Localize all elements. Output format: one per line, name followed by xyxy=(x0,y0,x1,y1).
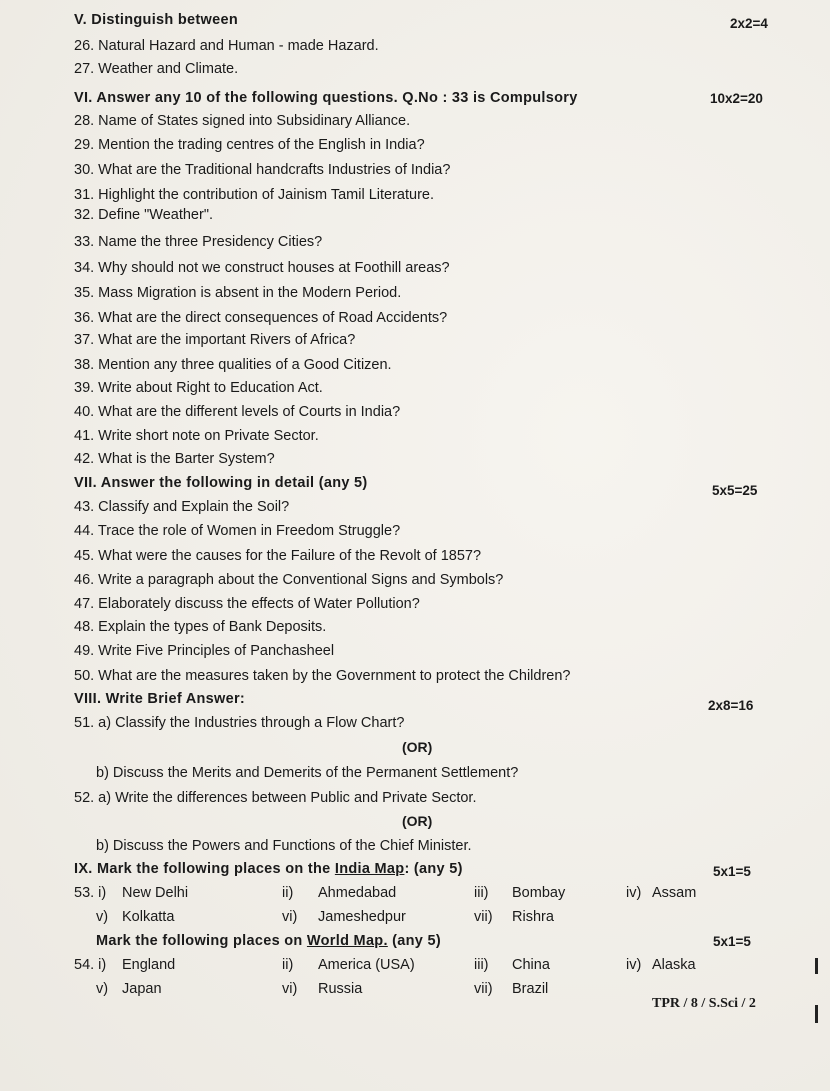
title-text: (any 5) xyxy=(387,933,441,949)
place-number: 54. i) xyxy=(74,957,107,973)
scan-edge-mark xyxy=(815,1005,818,1023)
question-51b: b) Discuss the Merits and Demerits of the Permanent Settlement? xyxy=(96,765,519,781)
question: 29. Mention the trading centres of the English in India? xyxy=(74,137,425,153)
section-6-marks: 10x2=20 xyxy=(710,91,763,106)
place-number: ii) xyxy=(282,957,294,973)
question: 42. What is the Barter System? xyxy=(74,451,275,467)
place-name: Japan xyxy=(122,981,162,997)
place-name: China xyxy=(512,957,550,973)
question: 31. Highlight the contribution of Jainism Tamil Literature. xyxy=(74,187,435,203)
world-map-title xyxy=(96,932,441,950)
place-name: Jameshedpur xyxy=(318,909,406,925)
question: 30. What are the Traditional handcrafts Industries of India? xyxy=(74,162,451,178)
section-6-title: VI. Answer any 10 of the following questions. Q.No : 33 is Compulsory xyxy=(74,90,578,106)
question: 38. Mention any three qualities of a Good Citizen. xyxy=(74,357,392,373)
place-number: iv) xyxy=(626,957,642,973)
or-label: (OR) xyxy=(402,813,433,829)
place-number: 53. i) xyxy=(74,885,107,901)
paper-code: TPR / 8 / S.Sci / 2 xyxy=(652,996,756,1011)
section-5-marks: 2x2=4 xyxy=(730,16,768,31)
title-text: : (any 5) xyxy=(404,861,463,877)
question: 35. Mass Migration is absent in the Modern Period. xyxy=(74,285,402,301)
title-text: Mark the following places on xyxy=(96,933,307,949)
section-5-title: V. Distinguish between xyxy=(74,12,238,28)
question: 49. Write Five Principles of Panchasheel xyxy=(74,643,335,659)
section-8-marks: 2x8=16 xyxy=(708,698,754,713)
question: 50. What are the measures taken by the Government to protect the Children? xyxy=(74,668,571,684)
place-name: Assam xyxy=(652,885,697,901)
place-name: Ahmedabad xyxy=(318,885,397,901)
place-number: vii) xyxy=(474,981,493,997)
question-52b: b) Discuss the Powers and Functions of the Chief Minister. xyxy=(96,838,472,854)
place-name: Kolkatta xyxy=(122,909,175,925)
place-number: vi) xyxy=(282,909,298,925)
question: 28. Name of States signed into Subsidinary Alliance. xyxy=(74,113,411,129)
place-name: England xyxy=(122,957,176,973)
place-number: v) xyxy=(96,909,109,925)
place-name: America (USA) xyxy=(318,957,415,973)
place-number: ii) xyxy=(282,885,294,901)
place-name: Rishra xyxy=(512,909,554,925)
place-number: vii) xyxy=(474,909,493,925)
question: 48. Explain the types of Bank Deposits. xyxy=(74,619,327,635)
question: 47. Elaborately discuss the effects of Water Pollution? xyxy=(74,596,420,612)
place-number: iii) xyxy=(474,885,489,901)
place-name: Russia xyxy=(318,981,363,997)
place-name: New Delhi xyxy=(122,885,189,901)
question: 34. Why should not we construct houses at Foothill areas? xyxy=(74,260,450,276)
place-number: vi) xyxy=(282,981,298,997)
place-name: Bombay xyxy=(512,885,566,901)
question: 39. Write about Right to Education Act. xyxy=(74,380,323,396)
india-map-label: India Map xyxy=(334,861,405,877)
section-7-marks: 5x5=25 xyxy=(712,483,758,498)
question: 33. Name the three Presidency Cities? xyxy=(74,234,323,250)
section-8-title: VIII. Write Brief Answer: xyxy=(74,691,246,707)
place-number: v) xyxy=(96,981,109,997)
question: 45. What were the causes for the Failure of the Revolt of 1857? xyxy=(74,548,482,564)
question: 36. What are the direct consequences of Road Accidents? xyxy=(74,310,448,326)
section-7-title: VII. Answer the following in detail (any 5) xyxy=(74,475,368,491)
question: 46. Write a paragraph about the Conventional Signs and Symbols? xyxy=(74,572,504,588)
scan-edge-mark xyxy=(815,958,818,974)
question: 26. Natural Hazard and Human - made Hazard. xyxy=(74,38,379,54)
question: 40. What are the different levels of Courts in India? xyxy=(74,404,401,420)
place-number: iii) xyxy=(474,957,489,973)
place-number: iv) xyxy=(626,885,642,901)
question-52a: 52. a) Write the differences between Public and Private Sector. xyxy=(74,790,477,806)
question: 27. Weather and Climate. xyxy=(74,61,239,77)
question: 43. Classify and Explain the Soil? xyxy=(74,499,290,515)
question-51a: 51. a) Classify the Industries through a Flow Chart? xyxy=(74,715,405,731)
world-map-marks: 5x1=5 xyxy=(713,934,751,949)
world-map-label: World Map. xyxy=(306,933,388,949)
question: 41. Write short note on Private Sector. xyxy=(74,428,319,444)
question: 37. What are the important Rivers of Africa? xyxy=(74,332,356,348)
or-label: (OR) xyxy=(402,739,433,755)
question: 32. Define "Weather". xyxy=(74,207,213,223)
place-name: Brazil xyxy=(512,981,549,997)
section-9-marks: 5x1=5 xyxy=(713,864,751,879)
section-9-title xyxy=(74,860,463,878)
question: 44. Trace the role of Women in Freedom Struggle? xyxy=(74,523,401,539)
place-name: Alaska xyxy=(652,957,696,973)
title-text: IX. Mark the following places on the xyxy=(74,861,335,877)
